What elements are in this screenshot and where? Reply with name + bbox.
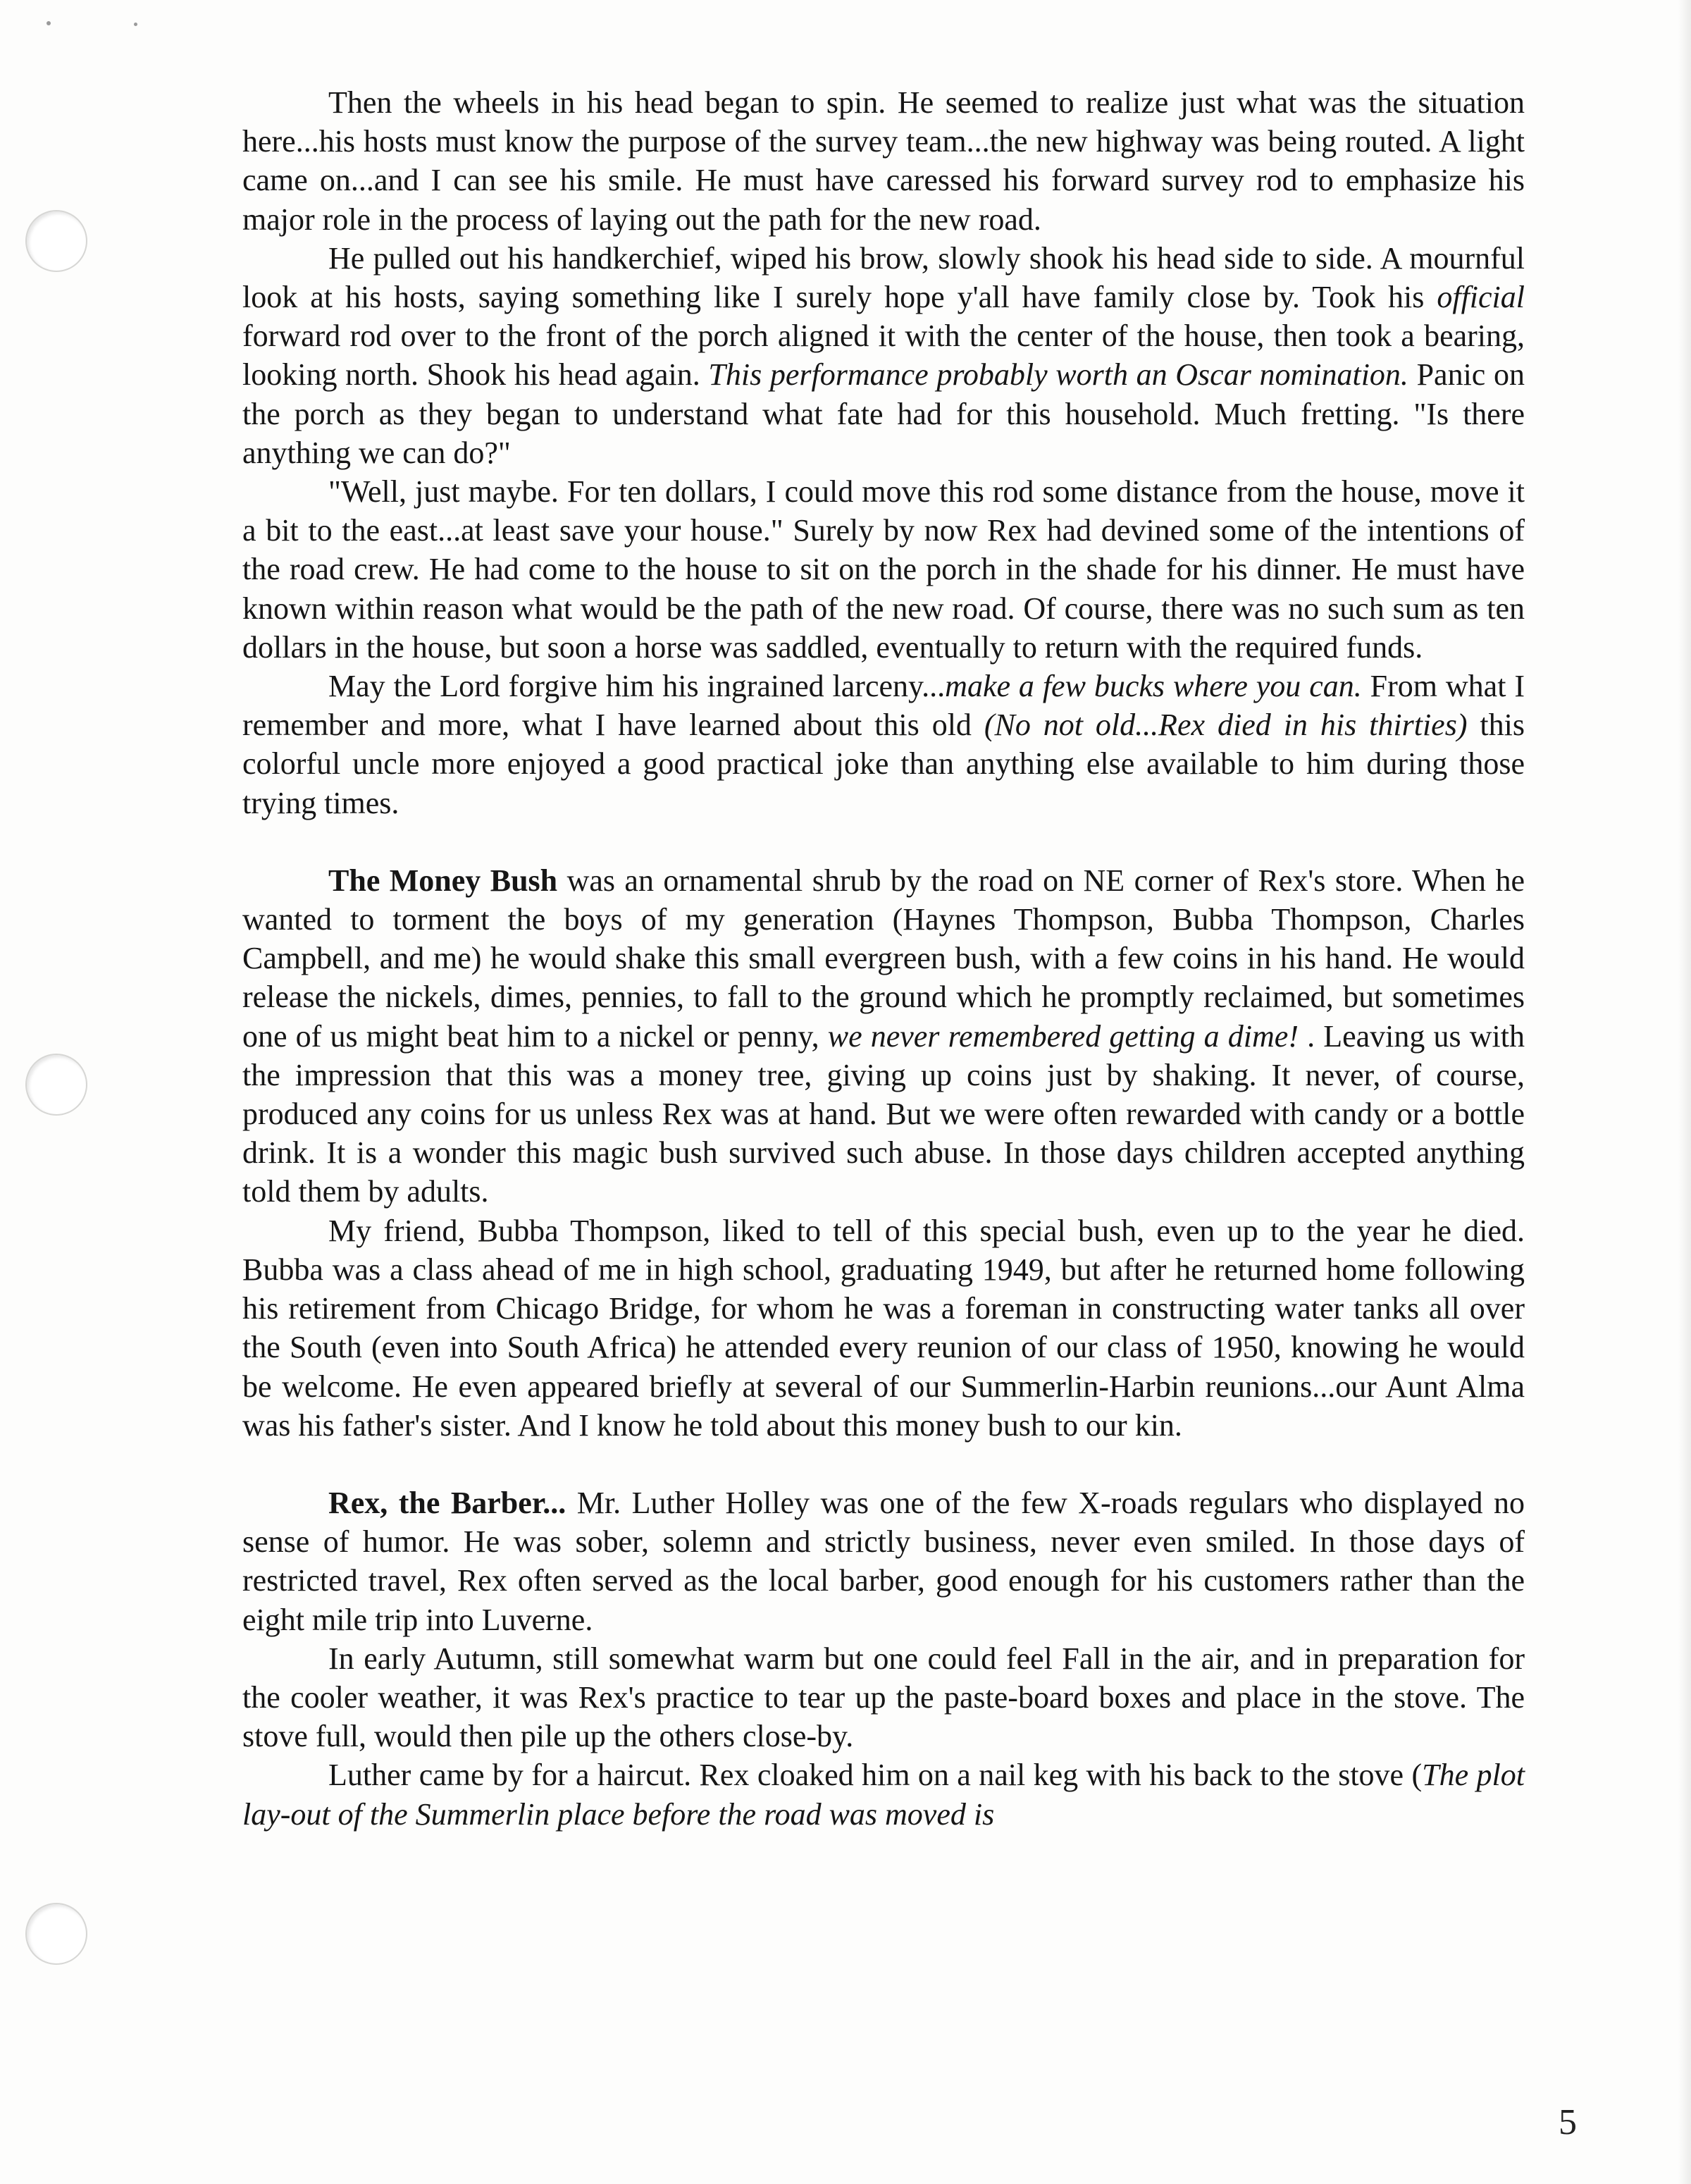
- punch-hole-top: [25, 210, 87, 272]
- text-run: was an ornamental shrub by the road on NE corner of Rex's store. When he wanted to torment the boys of my generation (Haynes Thompson, Bubba Thompson, Charles Campbell, and me) he would shake this small evergreen bush, with a few coins in his hand. He would release the nickels, dimes, pennies, to fall to the ground which he promptly reclaimed, but sometimes one of us might beat him to a nickel or penny,: [242, 863, 1525, 1054]
- italic-text: (No not old...Rex died in his thirties): [984, 708, 1468, 743]
- paragraph-p3: [242, 472, 1525, 667]
- paragraph-p7: [242, 1483, 1525, 1639]
- italic-text: The plot lay-out of the Summerlin place before the road was moved is: [242, 1758, 1525, 1832]
- paragraph-p4: [242, 667, 1525, 822]
- page-edge-shadow: [1678, 0, 1691, 2184]
- text-run: In early Autumn, still somewhat warm but one could feel Fall in the air, and in preparation for the cooler weather, it was Rex's practice to tear up the paste-board boxes and place in the stove. The stove full, would then pile up the others close-by.: [242, 1641, 1525, 1754]
- body-text: [242, 83, 1525, 1834]
- paragraph-p2: [242, 239, 1525, 472]
- italic-text: This performance probably worth an Oscar nomination.: [708, 357, 1408, 393]
- text-run: . Leaving us with the impression that this was a money tree, giving up coins just by shaking. It never, of course, produced any coins for us unless Rex was at hand. But we were often rewarded with candy or a bottle drink. It is a wonder this magic bush survived such abuse. In those days children accepted anything told them by adults.: [242, 1018, 1525, 1209]
- text-run: From what I remember and more, what I have learned about this old: [242, 669, 1525, 743]
- italic-text: make a few bucks where you can.: [945, 669, 1362, 704]
- text-run: My friend, Bubba Thompson, liked to tell of this special bush, even up to the year he died. Bubba was a class ahead of me in high school, graduating 1949, but after he returned home following his retirement from Chicago Bridge, for whom he was a foreman in constructing water tanks all over the South (even into South Africa) he attended every reunion of our class of 1950, knowing he would be welcome. He even appeared briefly at several of our Summerlin-Harbin reunions...our Aunt Alma was his father's sister. And I know he told about this money bush to our kin.: [242, 1213, 1525, 1443]
- paragraph-p6: [242, 1211, 1525, 1445]
- text-run: Luther came by for a haircut. Rex cloaked him on a nail keg with his back to the stove (: [328, 1758, 1423, 1793]
- paragraph-p1: [242, 83, 1525, 239]
- text-run: May the Lord forgive him his ingrained larceny...: [328, 669, 946, 704]
- page-number: 5: [1559, 2102, 1577, 2142]
- bold-heading: The Money Bush: [328, 863, 558, 898]
- scan-speck: [47, 21, 51, 25]
- paragraph-p9: [242, 1756, 1525, 1833]
- italic-text: we never remembered getting a dime!: [827, 1018, 1299, 1054]
- text-run: Then the wheels in his head began to spin. He seemed to realize just what was the situation here...his hosts must know the purpose of the survey team...the new highway was being routed. A light came on...and I can see his smile. He must have caressed his forward survey rod to emphasize his major role in the process of laying out the path for the new road.: [242, 85, 1525, 237]
- paragraph-p8: [242, 1639, 1525, 1756]
- text-run: forward rod over to the front of the porch aligned it with the center of the house, then took a bearing, looking north. Shook his head again.: [242, 319, 1525, 393]
- text-run: this colorful uncle more enjoyed a good practical joke than anything else available to him during those trying times.: [242, 708, 1525, 820]
- bold-heading: Rex, the Barber...: [328, 1485, 566, 1520]
- text-run: Panic on the porch as they began to understand what fate had for this household. Much fretting. "Is there anything we can do?": [242, 357, 1525, 470]
- punch-hole-bottom: [25, 1903, 87, 1965]
- text-run: He pulled out his handkerchief, wiped his brow, slowly shook his head side to side. A mournful look at his hosts, saying something like I surely hope y'all have family close by. Took his: [242, 240, 1525, 315]
- paragraph-p5: [242, 861, 1525, 1211]
- italic-text: official: [1437, 280, 1525, 315]
- text-run: "Well, just maybe. For ten dollars, I could move this rod some distance from the house, move it a bit to the east...at least save your house." Surely by now Rex had devined some of the intentions of the road crew. He had come to the house to sit on the porch in the shade for his dinner. He must have known within reason what would be the path of the new road. Of course, there was no such sum as ten dollars in the house, but soon a horse was saddled, eventually to return with the required funds.: [242, 474, 1525, 665]
- text-run: Mr. Luther Holley was one of the few X-roads regulars who displayed no sense of humor. He was sober, solemn and strictly business, never even smiled. In those days of restricted travel, Rex often served as the local barber, good enough for his customers rather than the eight mile trip into Luverne.: [242, 1485, 1525, 1637]
- punch-hole-middle: [25, 1054, 87, 1116]
- scan-speck: [134, 23, 137, 26]
